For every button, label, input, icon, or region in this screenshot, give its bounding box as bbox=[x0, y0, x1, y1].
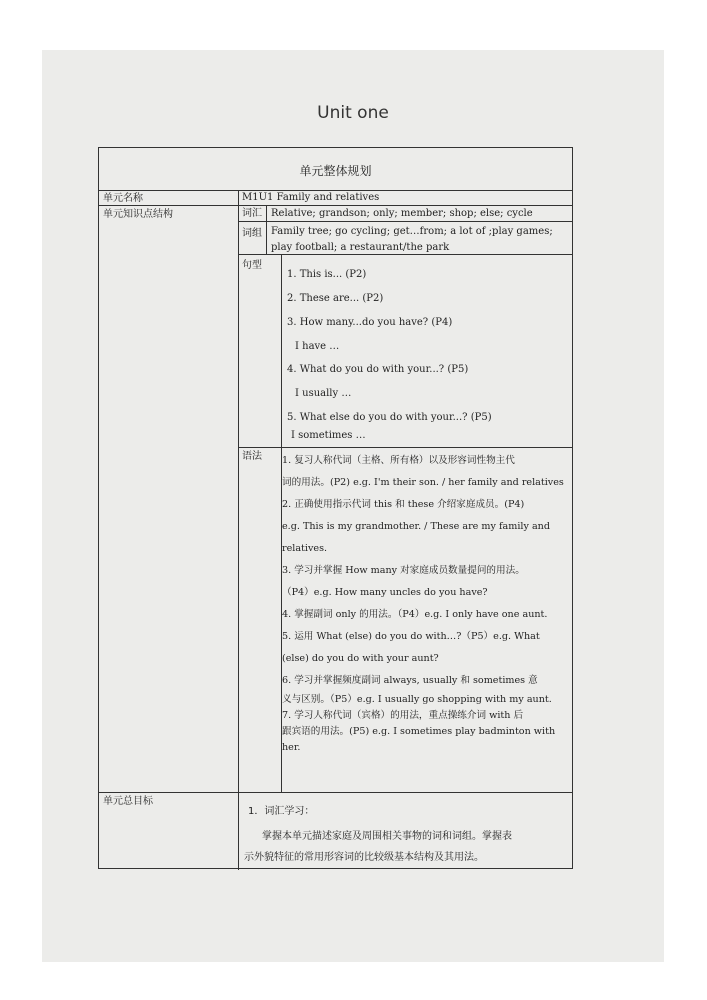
sentence-item: 2. These are... (P2) bbox=[287, 293, 384, 304]
grammar-line: （P4）e.g. How many uncles do you have? bbox=[282, 587, 488, 598]
sentence-item: 1. This is... (P2) bbox=[287, 269, 367, 280]
goal-item-1: 1．词汇学习： bbox=[248, 806, 315, 817]
unit-name-value: M1U1 Family and relatives bbox=[242, 192, 380, 203]
goal-text-1: 掌握本单元描述家庭及周围相关事物的词和词组。掌握表 bbox=[262, 831, 512, 842]
grammar-line: 1. 复习人称代词（主格、所有格）以及形容词性物主代 bbox=[282, 455, 515, 466]
grammar-block bbox=[282, 450, 566, 756]
grammar-label: 语法 bbox=[242, 451, 262, 462]
plan-table bbox=[98, 147, 573, 869]
rule-left-column bbox=[238, 190, 239, 870]
phrase-label: 词组 bbox=[242, 228, 262, 239]
plan-title: 单元整体规划 bbox=[299, 164, 372, 178]
rule-sentence-bottom bbox=[238, 447, 573, 448]
grammar-line: e.g. This is my grandmother. / These are my family and bbox=[282, 521, 550, 532]
rule-vocab-bottom bbox=[238, 221, 573, 222]
goal-text-2: 示外貌特征的常用形容词的比较级基本结构及其用法。 bbox=[244, 852, 484, 863]
rule-structure-bottom bbox=[99, 792, 573, 793]
sentence-item: I usually … bbox=[295, 388, 352, 399]
grammar-line: 7. 学习人称代词（宾格）的用法，重点操练介词 with 后 bbox=[282, 710, 524, 721]
grammar-line: 3. 学习并掌握 How many 对家庭成员数量提问的用法。 bbox=[282, 565, 525, 576]
grammar-line: 6. 学习并掌握频度副词 always, usually 和 sometimes 意 bbox=[282, 675, 538, 686]
phrase-line-1: Family tree; go cycling; get…from; a lot of ;play games; bbox=[271, 226, 553, 237]
unit-name-label: 单元名称 bbox=[103, 193, 143, 204]
grammar-line: 4. 掌握副词 only 的用法。（P4）e.g. I only have one aunt. bbox=[282, 609, 548, 620]
phrase-line-2: play football; a restaurant/the park bbox=[271, 242, 450, 253]
unit-title: Unit one bbox=[317, 103, 389, 123]
sentence-label: 句型 bbox=[242, 260, 262, 271]
grammar-line: 2. 正确使用指示代词 this 和 these 介绍家庭成员。(P4) bbox=[282, 499, 525, 510]
vocab-text: Relative; grandson; only; member; shop; else; cycle bbox=[271, 208, 533, 219]
goal-label: 单元总目标 bbox=[103, 796, 153, 807]
rule-name-bottom bbox=[99, 205, 573, 206]
grammar-line: her. bbox=[282, 742, 301, 753]
sentence-item: I sometimes … bbox=[291, 430, 366, 441]
sentence-item: I have … bbox=[295, 341, 340, 352]
vocab-label: 词汇 bbox=[242, 208, 262, 219]
grammar-line: 义与区别。（P5）e.g. I usually go shopping with my aunt. bbox=[282, 694, 552, 705]
grammar-line: (else) do you do with your aunt? bbox=[282, 653, 439, 664]
grammar-line: 跟宾语的用法。(P5) e.g. I sometimes play badminton with bbox=[282, 726, 556, 737]
grammar-line: 词的用法。(P2) e.g. I'm their son. / her family and relatives bbox=[282, 477, 564, 488]
rule-title-bottom bbox=[99, 190, 573, 191]
grammar-line: 5. 运用 What (else) do you do with…?（P5）e.g. What bbox=[282, 631, 540, 642]
sentence-item: 3. How many...do you have? (P4) bbox=[287, 317, 453, 328]
structure-label: 单元知识点结构 bbox=[103, 209, 173, 220]
grammar-line: relatives. bbox=[282, 543, 328, 554]
sentence-item: 4. What do you do with your...? (P5) bbox=[287, 364, 469, 375]
sentence-item: 5. What else do you do with your...? (P5) bbox=[287, 412, 492, 423]
rule-sub-column-a bbox=[266, 205, 267, 254]
rule-phrase-bottom bbox=[238, 254, 573, 255]
